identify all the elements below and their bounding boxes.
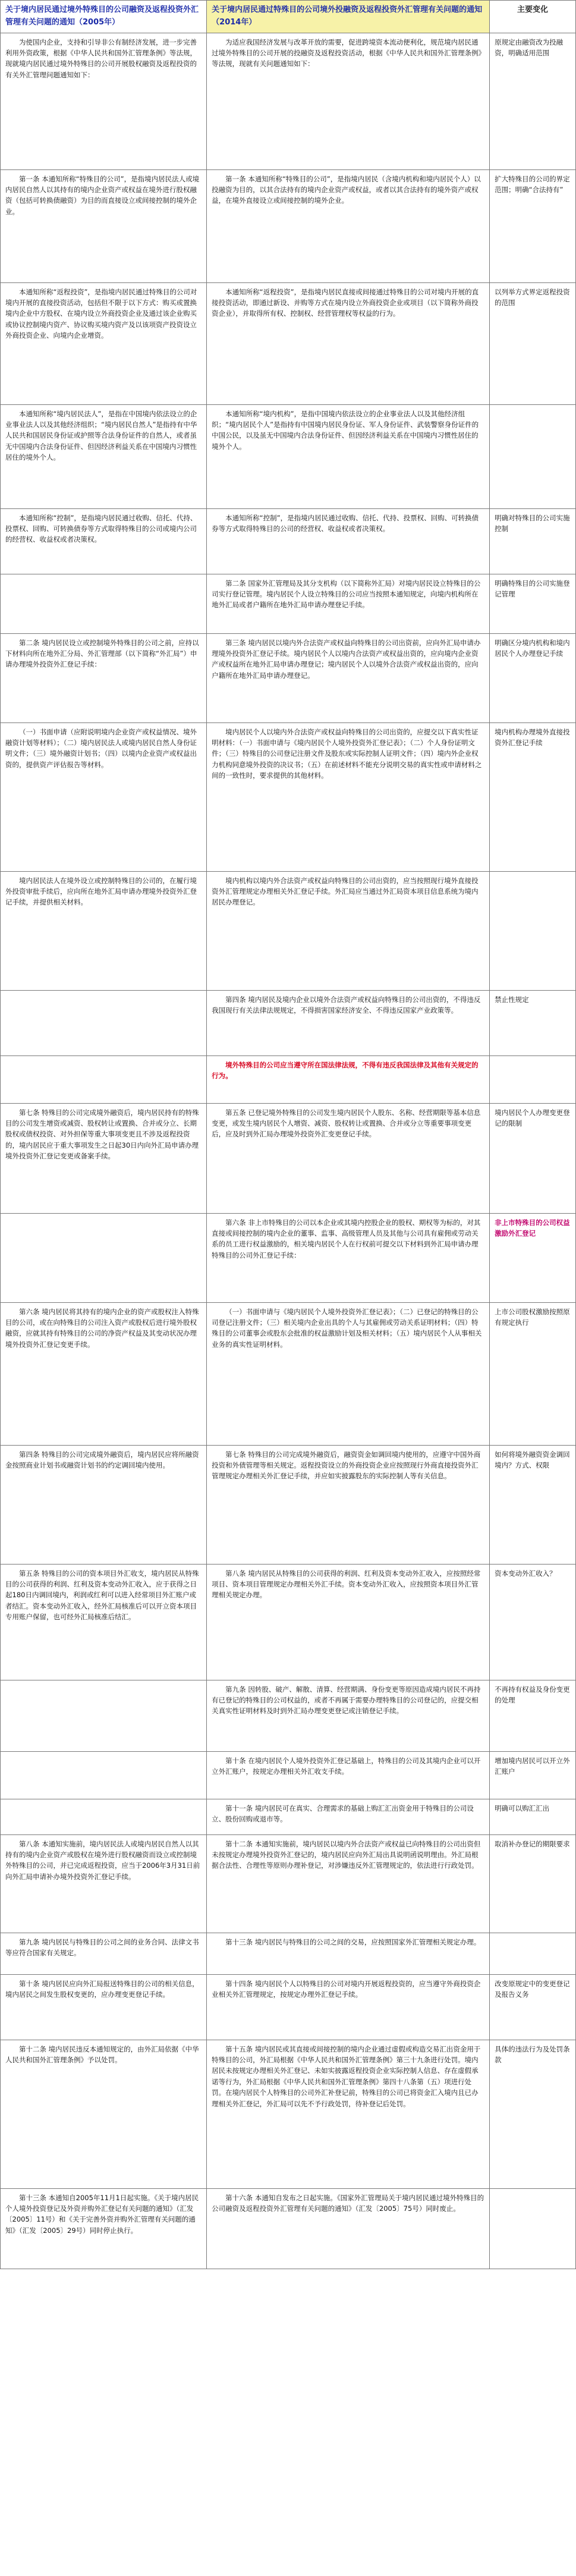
new-rule-cell xyxy=(207,574,490,633)
new-rule-cell xyxy=(207,2188,490,2269)
old-rule-cell xyxy=(1,1933,207,1974)
change-note: 非上市特殊目的公司权益激励外汇登记 xyxy=(495,1218,570,1237)
old-rule-text: 第十条 境内居民应向外汇局报送特殊目的公司的相关信息，境内居民之间发生股权变更的，应办理变更登记手续。 xyxy=(5,1979,199,1999)
new-rule-text: 第九条 因转股、破产、解散、清算、经营期满、身份变更等原因造成境内居民不再持有已登记的特殊目的公司权益的，或者不再属于需要办理特殊目的公司登记的，应提交相关真实性证明材料及时到外汇局办理变更登记或注销登记手续。 xyxy=(212,1685,481,1716)
table-row xyxy=(1,1933,576,1974)
change-cell xyxy=(490,1751,576,1799)
change-cell xyxy=(490,871,576,990)
table-row xyxy=(1,33,576,169)
new-rule-text: 境内机构以境内外合法资产或权益向特殊目的公司出资的，应当按照现行境外直接投资外汇管理规定办理相关外汇登记手续。外汇局应当通过外汇局资本项目信息系统为境内居民办理登记。 xyxy=(212,876,479,907)
new-rule-cell xyxy=(207,1974,490,2040)
old-rule-cell xyxy=(1,1213,207,1302)
old-rule-cell xyxy=(1,871,207,990)
change-note: 扩大特殊目的公司的界定范围；明确“合法持有” xyxy=(495,174,570,194)
new-rule-text: 本通知所称“返程投资”，是指境内居民直接或间接通过特殊目的公司对境内开展的直接投资活动，即通过新设、并购等方式在境内设立外商投资企业或项目（以下简称外商投资企业），并取得所有权、控制权、经营管理权等权益的行为。 xyxy=(212,287,479,318)
new-rule-cell xyxy=(207,633,490,722)
new-rule-cell xyxy=(207,1933,490,1974)
change-note: 具体的违法行为及处罚条款 xyxy=(495,2044,570,2064)
change-cell xyxy=(490,633,576,722)
old-rule-text: 本通知所称“境内居民法人”，是指在中国境内依法设立的企业事业法人以及其他经济组织；“境内居民自然人”是指持有中华人民共和国居民身份证或护照等合法身份证件的自然人，或者虽无中国境内合法身份证件、但因经济利益关系在中国境内习惯性居住的境外个人。 xyxy=(5,409,197,462)
old-rule-cell xyxy=(1,990,207,1055)
change-note: 以列举方式界定返程投资的范围 xyxy=(495,287,570,307)
change-cell xyxy=(490,1834,576,1933)
new-rule-text: 第十二条 本通知实施前，境内居民以境内外合法资产或权益已向特殊目的公司出资但未按规定办理境外投资外汇登记的，境内居民应向外汇局出具说明函说明理由。外汇局根据合法性、合理性等原则办理补登记，对涉嫌违反外汇管理规定的，依法进行行政处罚。 xyxy=(212,1839,481,1870)
new-rule-text: 境内居民个人以境内外合法资产或权益向特殊目的公司出资的，应提交以下真实性证明材料：（一）书面申请与《境内居民个人境外投资外汇登记表》；（二）个人身份证明文件；（三）特殊目的公司登记注册文件及股东或实际控制人证明文件；（四）境内外企业权力机构同意境外投资的决议书；（五）在前述材料不能充分说明交易的真实性或申请材料之间的一致性时，要求提供的其他材料。 xyxy=(212,727,482,780)
old-rule-cell xyxy=(1,1302,207,1445)
new-rule-text: 第八条 境内居民从特殊目的公司获得的利润、红利及资本变动外汇收入，应按照经常项目、资本项目管理规定办理相关外汇手续。资本变动外汇收入，应按照资本项目外汇管理相关规定办理。 xyxy=(212,1569,481,1600)
old-rule-text: 本通知所称“返程投资”，是指境内居民通过特殊目的公司对境内开展的直接投资活动，包括但不限于以下方式：购买或置换境内企业中方股权、在境内设立外商投资企业及通过该企业购买或协议控制境内资产、协议购买境内资产及以该项资产投资设立外商投资企业、向境内企业增资。 xyxy=(5,287,197,340)
new-rule-text: 第三条 境内居民以境内外合法资产或权益向特殊目的公司出资前，应向外汇局申请办理境外投资外汇登记手续。境内居民个人以境内合法资产或权益出资的，应向境内企业资产或权益所在地外汇局申请办理登记；境内居民个人以境外合法资产或权益出资的，应向户籍所在地外汇局申请办理登记。 xyxy=(212,638,481,680)
change-cell xyxy=(490,722,576,871)
table-row xyxy=(1,574,576,633)
change-cell xyxy=(490,33,576,169)
change-note: 不再持有权益及身份变更的处理 xyxy=(495,1685,570,1704)
change-cell xyxy=(490,2188,576,2269)
change-cell xyxy=(490,282,576,404)
change-cell xyxy=(490,2040,576,2188)
new-rule-cell xyxy=(207,1751,490,1799)
table-row xyxy=(1,1103,576,1213)
change-cell xyxy=(490,1974,576,2040)
table-row xyxy=(1,508,576,574)
change-note: 明确特殊目的公司实施登记管理 xyxy=(495,579,570,598)
old-rule-cell xyxy=(1,1445,207,1564)
old-rule-text: 第二条 境内居民设立或控制境外特殊目的公司之前，应持以下材料向所在地外汇分局、外汇管理部（以下简称“外汇局”）申请办理境外投资外汇登记手续： xyxy=(5,638,199,669)
new-rule-cell xyxy=(207,1213,490,1302)
old-rule-text: 第八条 本通知实施前，境内居民法人或境内居民自然人以其持有的境内企业资产或股权在境外进行股权融资而设立或控制境外特殊目的公司，并已完成返程投资，应当于2006年3月31日前向外汇局申请补办境外投资外汇登记手续。 xyxy=(5,1839,200,1881)
old-rule-cell xyxy=(1,574,207,633)
changes-column-title: 主要变化 xyxy=(490,1,576,33)
old-rule-cell xyxy=(1,1974,207,2040)
change-note: 境内居民个人办理变更登记的限制 xyxy=(495,1108,570,1127)
old-rule-text: 第六条 境内居民将其持有的境内企业的资产或股权注入特殊目的公司，或在向特殊目的公司注入资产或股权后进行境外股权融资，应就其持有特殊目的公司的净资产权益及其变动状况办理境外投资外汇登记变更手续。 xyxy=(5,1307,199,1349)
new-rule-cell xyxy=(207,33,490,169)
table-row xyxy=(1,1564,576,1680)
table-row xyxy=(1,1974,576,2040)
change-cell xyxy=(490,1680,576,1751)
new-rule-cell xyxy=(207,508,490,574)
new-rule-text: 第十六条 本通知自发布之日起实施。《国家外汇管理局关于境内居民通过境外特殊目的公司融资及返程投资外汇管理有关问题的通知》（汇发〔2005〕75号）同时废止。 xyxy=(212,2193,484,2213)
new-rule-text: 第十一条 境内居民可在真实、合理需求的基础上购汇汇出资金用于特殊目的公司设立、股份回购或退市等。 xyxy=(212,1804,474,1823)
change-cell xyxy=(490,169,576,282)
new-rule-text: （一）书面申请与《境内居民个人境外投资外汇登记表》；（二）已登记的特殊目的公司登记注册文件；（三）相关境内企业出具的个人与其雇佣或劳动关系证明材料；（四）特殊目的公司董事会或股东会批准的权益激励计划及相关材料；（五）境内居民个人从事相关业务的真实性证明材料。 xyxy=(212,1307,482,1349)
old-rule-cell xyxy=(1,404,207,508)
change-note: 资本变动外汇收入？ xyxy=(495,1569,556,1578)
change-note: 境内机构办理境外直接投资外汇登记手续 xyxy=(495,727,570,747)
change-cell xyxy=(490,1933,576,1974)
old-rule-text: 第一条 本通知所称“特殊目的公司”，是指境内居民法人或境内居民自然人以其持有的境内企业资产或权益在境外进行股权融资（包括可转换债融资）为目的而直接设立或间接控制的境外企业。 xyxy=(5,174,200,216)
new-rule-text: 第十四条 境内居民个人以特殊目的公司对境内开展返程投资的，应当遵守外商投资企业相关外汇管理规定，按规定办理外汇登记手续。 xyxy=(212,1979,481,1999)
change-cell xyxy=(490,1302,576,1445)
new-rule-cell xyxy=(207,1302,490,1445)
new-rule-cell xyxy=(207,1103,490,1213)
new-rule-text: 第二条 国家外汇管理局及其分支机构（以下简称外汇局）对境内居民设立特殊目的公司实行登记管理。境内居民个人设立特殊目的公司应当按照本通知规定，向境内机构所在地外汇局或者户籍所在地外汇局申请办理登记手续。 xyxy=(212,579,481,610)
change-note: 如何将境外融资资金调回境内？方式、权限 xyxy=(495,1450,570,1469)
change-note: 增加境内居民可以开立外汇账户 xyxy=(495,1756,570,1776)
change-note: 禁止性规定 xyxy=(495,995,529,1004)
table-row xyxy=(1,282,576,404)
table-row xyxy=(1,1055,576,1103)
change-cell xyxy=(490,1564,576,1680)
new-rule-cell xyxy=(207,871,490,990)
new-rule-cell xyxy=(207,1680,490,1751)
old-rule-text: 境内居民法人在境外设立或控制特殊目的公司的，在履行境外投资审批手续后，应向所在地外汇局申请办理境外投资外汇登记手续，并提供相关材料。 xyxy=(5,876,197,907)
change-note: 取消补办登记的期限要求 xyxy=(495,1839,570,1848)
change-cell xyxy=(490,404,576,508)
table-row xyxy=(1,722,576,871)
change-note: 上市公司股权激励按照原有规定执行 xyxy=(495,1307,570,1327)
old-rule-text: 第九条 境内居民与特殊目的公司之间的业务合同、法律文书等应符合国家有关规定。 xyxy=(5,1937,199,1957)
change-note: 改变原规定中的变更登记及报告义务 xyxy=(495,1979,570,1999)
new-rule-text: 第十三条 境内居民与特殊目的公司之间的交易，应按照国家外汇管理相关规定办理。 xyxy=(225,1937,481,1946)
old-rule-cell xyxy=(1,1564,207,1680)
old-rule-cell xyxy=(1,1751,207,1799)
new-rule-cell xyxy=(207,282,490,404)
new-rule-cell xyxy=(207,404,490,508)
new-rule-text: 第十五条 境内居民或其直接或间接控制的境内企业通过虚假或构造交易汇出资金用于特殊目的公司，外汇局根据《中华人民共和国外汇管理条例》第三十九条进行处罚。境内居民未按规定办理相关外汇登记、未如实披露返程投资企业实际控制人信息、存在虚假承诺等行为，外汇局根据《中华人民共和国外汇管理条例》第四十八条第（五）项进行处罚。在境内居民个人特殊目的公司外汇补登记前，特殊目的公司已将资金汇入境内且已办理相关外汇登记，外汇局可以先不予行政处罚，待补登记后处罚。 xyxy=(212,2044,481,2108)
new-rule-text: 第五条 已登记境外特殊目的公司发生境内居民个人股东、名称、经营期限等基本信息变更，或发生境内居民个人增资、减资、股权转让或置换、合并或分立等重要事项变更后，应及时到外汇局办理境外投资外汇变更登记手续。 xyxy=(212,1108,481,1139)
change-cell xyxy=(490,1103,576,1213)
new-rule-cell xyxy=(207,1799,490,1834)
old-rule-cell xyxy=(1,2188,207,2269)
old-rule-text: 为使国内企业，支持和引导非公有制经济发展，进一步完善利用外资政策，根据《中华人民共和国外汇管理条例》等法规，现就境内居民通过境外特殊目的公司开展股权融资及返程投资的有关外汇管理问题通知如下： xyxy=(5,37,197,79)
change-note: 明确对特殊目的公司实施控制 xyxy=(495,513,570,533)
old-rule-text: 第十二条 境内居民违反本通知规定的，由外汇局依据《中华人民共和国外汇管理条例》予以处罚。 xyxy=(5,2044,199,2064)
change-cell xyxy=(490,1445,576,1564)
old-rule-text: 第五条 特殊目的公司的资本项目外汇收支，境内居民从特殊目的公司获得的利润、红利及资本变动外汇收入，应于获得之日起180日内调回境内，利润或红利可以进入经常项目外汇账户或者结汇。资本变动外汇收入，经外汇局核准后可以开立资本项目专用账户保留，也可经外汇局核准后结汇。 xyxy=(5,1569,199,1622)
new-rule-cell xyxy=(207,169,490,282)
new-rule-text: 境外特殊目的公司应当遵守所在国法律法规，不得有违反我国法律及其他有关规定的行为。 xyxy=(212,1060,479,1080)
table-row xyxy=(1,404,576,508)
new-rule-cell xyxy=(207,1055,490,1103)
old-rule-text: 第七条 特殊目的公司完成境外融资后，境内居民持有的特殊目的公司发生增资或减资、股权转让或置换、合并或分立、长期股权或债权投资、对外担保等重大事项变更且不涉及返程投资的，境内居民应于重大事项发生之日起30日内向外汇局申请办理境外投资外汇登记变更或备案手续。 xyxy=(5,1108,199,1161)
old-rule-cell xyxy=(1,1680,207,1751)
table-row xyxy=(1,1799,576,1834)
change-note: 明确区分境内机构和境内居民个人办理登记手续 xyxy=(495,638,570,658)
table-row xyxy=(1,1751,576,1799)
table-row xyxy=(1,169,576,282)
old-rule-cell xyxy=(1,2040,207,2188)
new-rule-text: 第十条 在境内居民个人境外投资外汇登记基础上，特殊目的公司及其境内企业可以开立外汇账户，按规定办理相关外汇收支手续。 xyxy=(212,1756,481,1776)
table-row xyxy=(1,1302,576,1445)
old-rule-cell xyxy=(1,169,207,282)
old-rule-text: 第十三条 本通知自2005年11月1日起实施。《关于境内居民个人境外投资登记及外资并购外汇登记有关问题的通知》（汇发〔2005〕11号）和《关于完善外资并购外汇管理有关问题的通知》（汇发〔2005〕29号）同时停止执行。 xyxy=(5,2193,199,2235)
table-row xyxy=(1,1680,576,1751)
old-rule-cell xyxy=(1,633,207,722)
change-cell xyxy=(490,1799,576,1834)
old-rule-cell xyxy=(1,1103,207,1213)
new-rule-cell xyxy=(207,1564,490,1680)
new-rules-title: 关于境内居民通过特殊目的公司境外投融资及返程投资外汇管理有关问题的通知（2014年） xyxy=(207,1,490,33)
new-rule-cell xyxy=(207,990,490,1055)
change-cell xyxy=(490,990,576,1055)
table-row xyxy=(1,990,576,1055)
new-rule-cell xyxy=(207,1445,490,1564)
new-rule-text: 为适应我国经济发展与改革开放的需要，促进跨境资本流动便利化，规范境内居民通过境外特殊目的公司开展的投融资及返程投资活动，根据《中华人民共和国外汇管理条例》等法规，现就有关问题通知如下： xyxy=(212,37,482,68)
header-row xyxy=(1,1,576,33)
change-cell xyxy=(490,1213,576,1302)
table-row xyxy=(1,2040,576,2188)
table-row xyxy=(1,1834,576,1933)
change-cell xyxy=(490,1055,576,1103)
old-rule-cell xyxy=(1,33,207,169)
new-rule-text: 第四条 境内居民及境内企业以境外合法资产或权益向特殊目的公司出资的，不得违反我国现行有关法律法规规定，不得损害国家经济安全、不得违反国家产业政策等。 xyxy=(212,995,481,1014)
new-rule-cell xyxy=(207,2040,490,2188)
new-rule-text: 本通知所称“境内机构”，是指中国境内依法设立的企业事业法人以及其他经济组织；“境内居民个人”是指持有中国境内居民身份证、军人身份证件、武装警察身份证件的中国公民，以及虽无中国境内合法身份证件、但因经济利益关系在中国境内习惯性居住的境外个人。 xyxy=(212,409,479,451)
old-rule-text: 第四条 特殊目的公司完成境外融资后，境内居民应将所融资金按照商业计划书或融资计划书的约定调回境内使用。 xyxy=(5,1450,199,1469)
new-rule-text: 本通知所称“控制”，是指境内居民通过收购、信托、代持、投票权、回购、可转换债券等方式取得特殊目的公司的经营权、收益权或者决策权。 xyxy=(212,513,479,533)
table-row xyxy=(1,633,576,722)
old-rule-cell xyxy=(1,722,207,871)
old-rule-cell xyxy=(1,1055,207,1103)
table-row xyxy=(1,2188,576,2269)
table-row xyxy=(1,1213,576,1302)
table-row xyxy=(1,871,576,990)
old-rules-title: 关于境内居民通过境外特殊目的公司融资及返程投资外汇管理有关问题的通知（2005年） xyxy=(1,1,207,33)
change-note: 明确可以购汇汇出 xyxy=(495,1804,550,1812)
new-rule-text: 第七条 特殊目的公司完成境外融资后，融资资金如调回境内使用的，应遵守中国外商投资和外债管理等相关规定。返程投资设立的外商投资企业应按照现行外商直接投资外汇管理规定办理相关外汇登记手续，并应如实披露股东的实际控制人等有关信息。 xyxy=(212,1450,481,1481)
old-rule-cell xyxy=(1,1834,207,1933)
old-rule-cell xyxy=(1,1799,207,1834)
old-rule-cell xyxy=(1,508,207,574)
table-row xyxy=(1,1445,576,1564)
old-rule-text: （一）书面申请（应附说明境内企业资产或权益情况、境外融资计划等材料）；（二）境内居民法人或境内居民自然人身份证明文件；（三）境外融资计划书；（四）以境内企业资产或权益出资的，提供资产评估报告等材料。 xyxy=(5,727,197,769)
new-rule-text: 第一条 本通知所称“特殊目的公司”，是指境内居民（含境内机构和境内居民个人）以投融资为目的，以其合法持有的境内企业资产或权益，或者以其合法持有的境外资产或权益，在境外直接设立或间接控制的境外企业。 xyxy=(212,174,481,205)
change-cell xyxy=(490,508,576,574)
new-rule-cell xyxy=(207,722,490,871)
old-rule-cell xyxy=(1,282,207,404)
old-rule-text: 本通知所称“控制”，是指境内居民通过收购、信托、代持、投票权、回购、可转换债券等方式取得特殊目的公司或境内公司的经营权、收益权或者决策权。 xyxy=(5,513,197,544)
new-rule-cell xyxy=(207,1834,490,1933)
new-rule-text: 第六条 非上市特殊目的公司以本企业或其境内控股企业的股权、期权等为标的，对其直接或间接控制的境内企业的董事、监事、高级管理人员及其他与公司具有雇佣或劳动关系的员工进行权益激励的，相关境内居民个人在行权前可提交以下材料到外汇局申请办理特殊目的公司外汇登记手续： xyxy=(212,1218,481,1259)
change-cell xyxy=(490,574,576,633)
change-note: 原规定由融资改为投融资，明确适用范围 xyxy=(495,37,564,57)
